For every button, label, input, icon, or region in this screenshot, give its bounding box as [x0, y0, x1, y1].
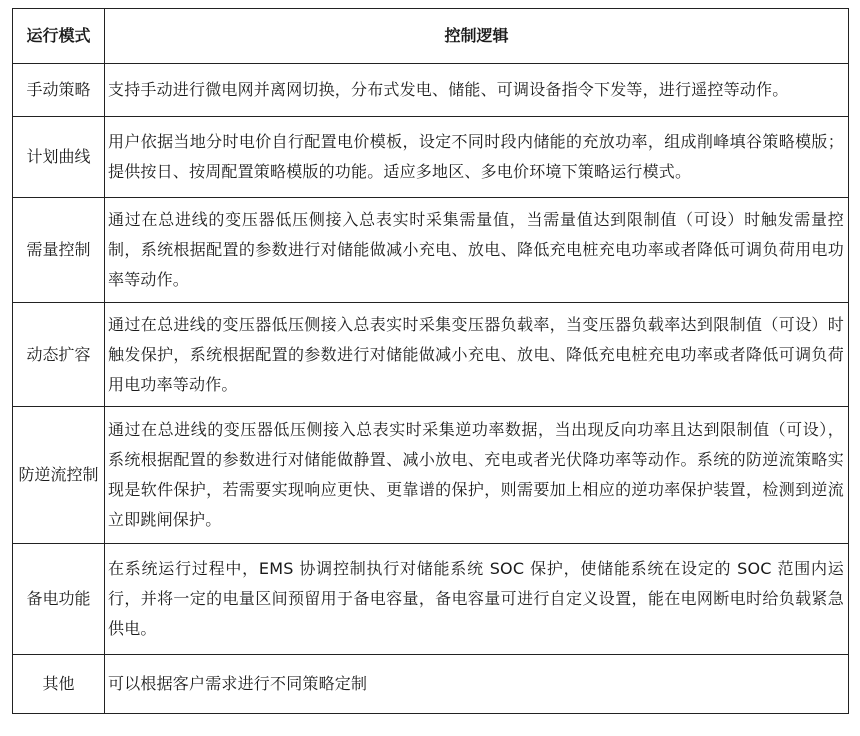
logic-manual: 支持手动进行微电网并离网切换，分布式发电、储能、可调设备指令下发等，进行遥控等动作。: [105, 64, 849, 117]
table-row: [13, 64, 849, 117]
mode-backup-power: 备电功能: [13, 544, 105, 655]
table-row: [13, 303, 849, 407]
table-row: [13, 544, 849, 655]
mode-demand-control: 需量控制: [13, 198, 105, 303]
table-header-row: [13, 9, 849, 64]
table-row: [13, 655, 849, 714]
strategy-table-container: [12, 8, 848, 714]
table-row: [13, 407, 849, 544]
mode-other: 其他: [13, 655, 105, 714]
logic-dynamic-expansion: 通过在总进线的变压器低压侧接入总表实时采集变压器负载率，当变压器负载率达到限制值（可设）时触发保护，系统根据配置的参数进行对储能做减小充电、放电、降低充电桩充电功率或者降低可调负荷用电功率等动作。: [105, 303, 849, 407]
mode-dynamic-expansion: 动态扩容: [13, 303, 105, 407]
mode-anti-backflow: 防逆流控制: [13, 407, 105, 544]
header-mode: 运行模式: [13, 9, 105, 64]
mode-manual: 手动策略: [13, 64, 105, 117]
logic-anti-backflow: 通过在总进线的变压器低压侧接入总表实时采集逆功率数据，当出现反向功率且达到限制值（可设），系统根据配置的参数进行对储能做静置、减小放电、充电或者光伏降功率等动作。系统的防逆流策略实现是软件保护，若需要实现响应更快、更靠谱的保护，则需要加上相应的逆功率保护装置，检测到逆流立即跳闸保护。: [105, 407, 849, 544]
logic-demand-control: 通过在总进线的变压器低压侧接入总表实时采集需量值，当需量值达到限制值（可设）时触发需量控制，系统根据配置的参数进行对储能做减小充电、放电、降低充电桩充电功率或者降低可调负荷用电功率等动作。: [105, 198, 849, 303]
logic-other: 可以根据客户需求进行不同策略定制: [105, 655, 849, 714]
logic-backup-power: 在系统运行过程中，EMS 协调控制执行对储能系统 SOC 保护，使储能系统在设定的 SOC 范围内运行，并将一定的电量区间预留用于备电容量，备电容量可进行自定义设置，能在电网断电时给负载紧急供电。: [105, 544, 849, 655]
logic-schedule-curve: 用户依据当地分时电价自行配置电价模板，设定不同时段内储能的充放功率，组成削峰填谷策略模版；提供按日、按周配置策略模版的功能。适应多地区、多电价环境下策略运行模式。: [105, 117, 849, 198]
header-logic: 控制逻辑: [105, 9, 849, 64]
table-row: [13, 198, 849, 303]
mode-schedule-curve: 计划曲线: [13, 117, 105, 198]
operation-mode-table: [12, 8, 849, 714]
table-row: [13, 117, 849, 198]
